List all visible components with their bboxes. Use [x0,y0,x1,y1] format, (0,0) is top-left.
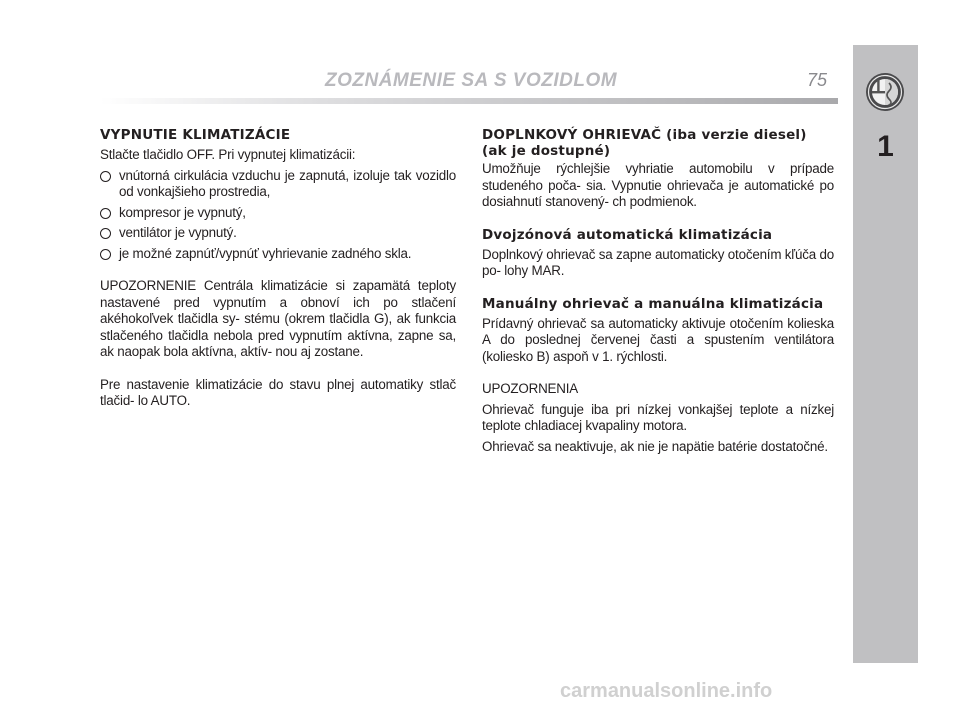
paragraph-intro: Stlačte tlačidlo OFF. Pri vypnutej klimatizácii: [100,147,356,162]
bullet-circle-icon [100,228,111,239]
list-item: vnútorná cirkulácia vzduchu je zapnutá, izoluje tak vozidlo od vonkajšieho prostredia, [100,168,456,201]
paragraph-manual: Prídavný ohrievač sa automaticky aktivuje otočením kolieska A do poslednej červenej časti a spustením ventilátora (koliesko B) aspoň v 1. rýchlosti. [482,315,834,364]
left-column [100,127,456,410]
bullet-list [100,168,456,263]
right-column [482,127,834,455]
paragraph-note: UPOZORNENIE Centrála klimatizácie si zapamätá teploty nastavené pred vypnutím a obnoví ich po stlačení akéhokoľvek tlačidla sy- stému (okrem tlačidla G), ak funkcia stlačeného tlačidla nebola pred vypnutím aktívna, zapne sa, ak naopak bola aktívna, aktív- nou aj zostane. [100,278,456,359]
bullet-circle-icon [100,249,111,260]
list-item: kompresor je vypnutý, [100,205,456,222]
section-heading-vypnutie: VYPNUTIE KLIMATIZÁCIE [100,127,291,143]
watermark: carmanualsonline.info [560,680,773,702]
warning-text-1: Ohrievač funguje iba pri nízkej vonkajšej teplote a nízkej teplote chladiacej kvapaliny motora. [482,401,834,433]
list-item: je možné zapnúť/vypnúť vyhrievanie zadného skla. [100,246,456,263]
subheading-manual: Manuálny ohrievač a manuálna klimatizácia [482,295,824,312]
subheading-dual-zone: Dvojzónová automatická klimatizácia [482,226,773,243]
paragraph-auto: Pre nastavenie klimatizácie do stavu plnej automatiky stlač tlačid- lo AUTO. [100,376,456,408]
paragraph-intro-heater: Umožňuje rýchlejšie vyhriatie automobilu v prípade studeného poča- sia. Vypnutie ohrievača je automatické po dosiahnutí stanovený- ch podmienok. [482,161,834,209]
page-title: ZOZNÁMENIE SA S VOZIDLOM [325,70,618,91]
bullet-circle-icon [100,171,111,182]
page-number: 75 [807,70,828,90]
paragraph-dual-zone: Doplnkový ohrievač sa zapne automaticky otočením kľúča do po- lohy MAR. [482,246,835,278]
bullet-circle-icon [100,208,111,219]
section-heading-doplnkovy: DOPLNKOVÝ OHRIEVAČ (iba verzie diesel) (ak je dostupné) [482,127,807,159]
header-rule [100,98,838,104]
list-item: ventilátor je vypnutý. [100,225,456,242]
chapter-number: 1 [877,130,894,163]
warning-label: UPOZORNENIA [482,381,579,396]
warning-text-2: Ohrievač sa neaktivuje, ak nie je napätie batérie dostatočné. [482,438,828,454]
brand-logo-icon [865,72,905,112]
